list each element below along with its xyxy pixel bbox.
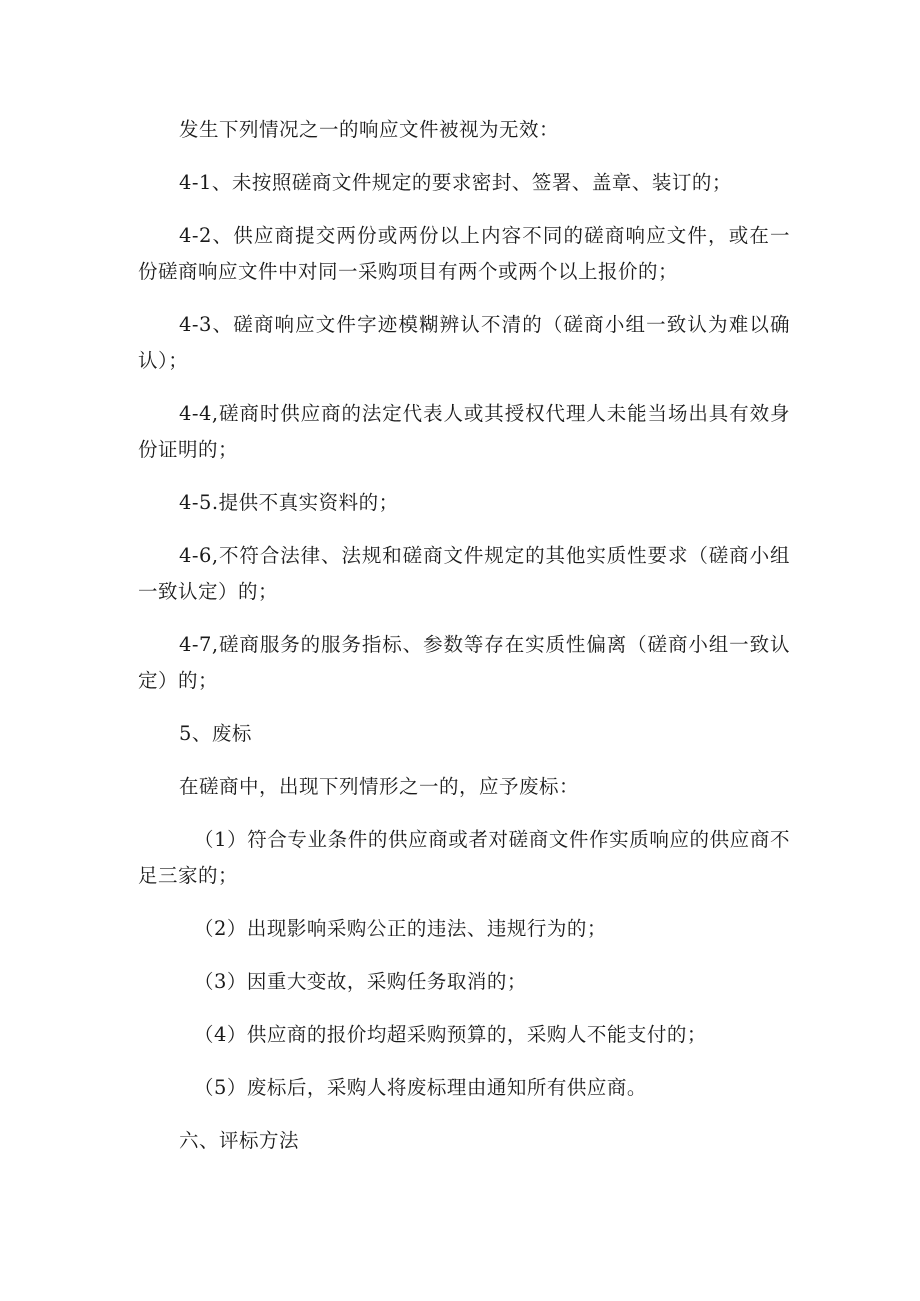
list-item-abandon-3: （3）因重大变故，采购任务取消的； — [194, 970, 527, 993]
paragraph-item-4-5: 4-5.提供不真实资料的； — [179, 491, 399, 514]
section-heading-5: 5、废标 — [179, 722, 252, 745]
paragraph-item-4-3: 4-3、磋商响应文件字迹模糊辨认不清的（磋商小组一致认为难以确认）； — [138, 313, 790, 372]
section-heading-6: 六、评标方法 — [179, 1129, 300, 1152]
paragraph-abandon-intro: 在磋商中，出现下列情形之一的，应予废标： — [179, 775, 580, 798]
paragraph-invalid-intro: 发生下列情况之一的响应文件被视为无效： — [179, 118, 560, 141]
paragraph-item-4-2: 4-2、供应商提交两份或两份以上内容不同的磋商响应文件，或在一份磋商响应文件中对同一采购项目有两个或两个以上报价的； — [138, 224, 790, 283]
paragraph-item-4-1: 4-1、未按照磋商文件规定的要求密封、签署、盖章、装订的； — [179, 171, 732, 194]
list-item-abandon-1: （1）符合专业条件的供应商或者对磋商文件作实质响应的供应商不足三家的； — [138, 828, 790, 887]
list-item-abandon-5: （5）废标后，采购人将废标理由通知所有供应商。 — [194, 1076, 647, 1099]
list-item-abandon-4: （4）供应商的报价均超采购预算的，采购人不能支付的； — [194, 1023, 707, 1046]
paragraph-item-4-4: 4-4,磋商时供应商的法定代表人或其授权代理人未能当场出具有效身份证明的； — [138, 402, 790, 461]
paragraph-item-4-7: 4-7,磋商服务的服务指标、参数等存在实质性偏离（磋商小组一致认定）的； — [138, 633, 790, 692]
paragraph-item-4-6: 4-6,不符合法律、法规和磋商文件规定的其他实质性要求（磋商小组一致认定）的； — [138, 544, 790, 603]
document-body — [138, 112, 790, 1159]
list-item-abandon-2: （2）出现影响采购公正的违法、违规行为的； — [194, 917, 607, 940]
